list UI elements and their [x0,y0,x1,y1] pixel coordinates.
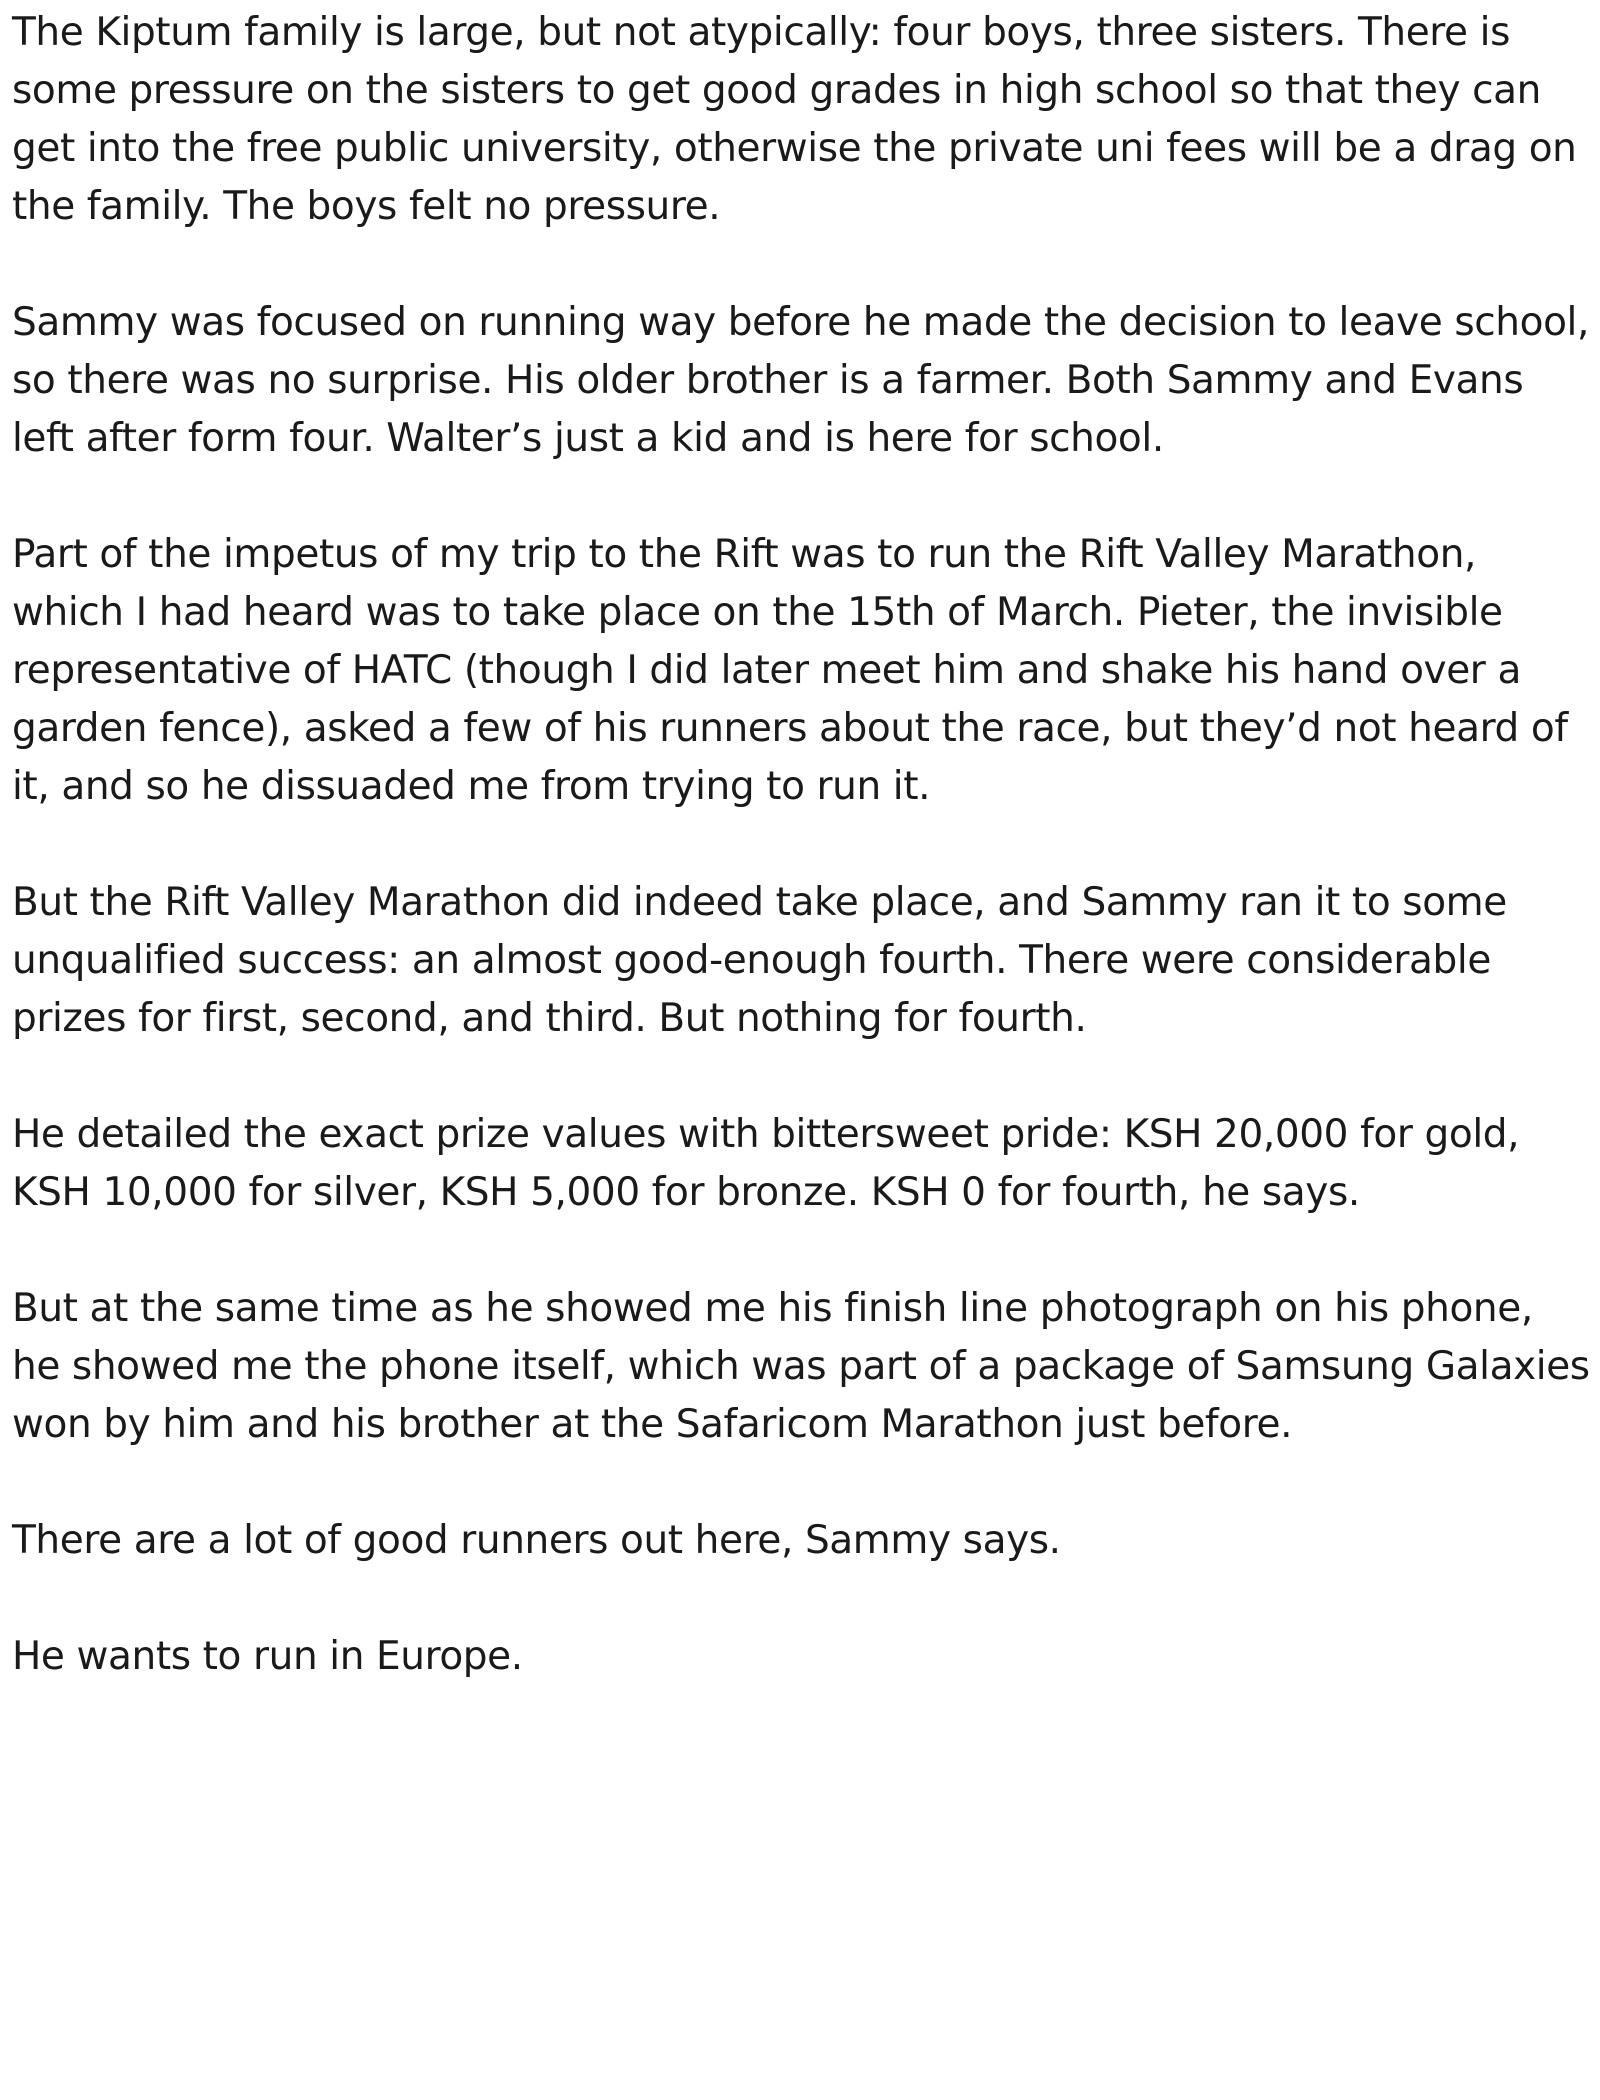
paragraph-good-runners: There are a lot of good runners out here, Sammy says. [12,1518,1061,1563]
paragraph-marathon-result: But the Rift Valley Marathon did indeed take place, and Sammy ran it to some unqualified success: an almost good-enough fourth. There were considerable prizes for first, second, and third. But nothing for fourth. [12,880,1507,1041]
paragraph-trip-impetus: Part of the impetus of my trip to the Rift was to run the Rift Valley Marathon, which I had heard was to take place on the 15th of March. Pieter, the invisible representative of HATC (though I did later meet him and shake his hand over a garden fence), asked a few of his runners about the race, but they’d not heard of it, and so he dissuaded me from trying to run it. [12,532,1568,809]
article-body [12,4,1592,1744]
paragraph-europe: He wants to run in Europe. [12,1634,523,1679]
paragraph-sammy-school: Sammy was focused on running way before he made the decision to leave school, so there was no surprise. His older brother is a farmer. Both Sammy and Evans left after form four. Walter’s just a kid and is here for school. [12,300,1589,461]
paragraph-family: The Kiptum family is large, but not atypically: four boys, three sisters. There is some pressure on the sisters to get good grades in high school so that they can get into the free public university, otherwise the private uni fees will be a drag on the family. The boys felt no pressure. [12,10,1577,229]
paragraph-prize-values: He detailed the exact prize values with bittersweet pride: KSH 20,000 for gold, KSH 10,000 for silver, KSH 5,000 for bronze. KSH 0 for fourth, he says. [12,1112,1520,1215]
paragraph-phone-prize: But at the same time as he showed me his finish line photograph on his phone, he showed me the phone itself, which was part of a package of Samsung Galaxies won by him and his brother at the Safaricom Marathon just before. [12,1286,1590,1447]
